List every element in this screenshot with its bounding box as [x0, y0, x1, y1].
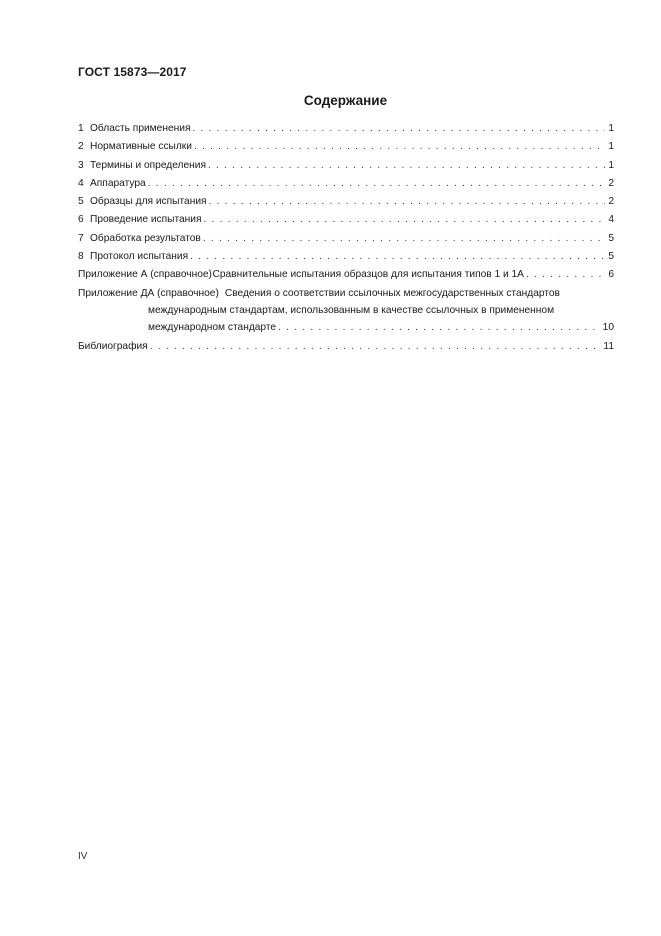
toc-entry-page: 5 [608, 251, 614, 263]
toc-entry-number: 5 [78, 196, 84, 208]
toc-entry-page: 5 [608, 232, 614, 244]
toc-entry-number: 8 [78, 251, 84, 263]
toc-entry-number: 2 [78, 141, 84, 153]
toc-entry-label: Образцы для испытания [90, 196, 207, 208]
appendix-prefix: Приложение ДА (справочное) [78, 287, 219, 299]
toc-entry-page: 1 [608, 141, 614, 153]
toc-entry-5[interactable] [78, 193, 614, 211]
toc-entry-8[interactable] [78, 248, 614, 266]
toc-entry-page: 4 [608, 214, 614, 226]
toc-entry-number: 1 [78, 123, 84, 134]
toc-appendix-da[interactable] [78, 285, 614, 336]
dot-leader [209, 193, 606, 211]
dot-leader [148, 175, 606, 193]
appendix-continuation-line [78, 319, 614, 336]
toc-appendix-a[interactable] [78, 266, 614, 284]
toc-entry-label: Аппаратура [90, 177, 146, 189]
dot-leader [204, 211, 606, 229]
toc-entry-page: 1 [608, 159, 614, 171]
dot-leader [192, 120, 605, 138]
table-of-contents [78, 120, 614, 356]
toc-entry-4[interactable] [78, 175, 614, 193]
toc-entry-7[interactable] [78, 230, 614, 248]
toc-entry-page: 11 [603, 340, 614, 352]
appendix-title: Сравнительные испытания образцов для испытания типов 1 и 1А [212, 269, 524, 281]
toc-entry-label: Нормативные ссылки [90, 141, 192, 153]
appendix-title-line-1: Сведения о соответствии ссылочных межгосударственных стандартов [224, 287, 560, 299]
toc-entry-label: Область применения [90, 123, 191, 134]
toc-entry-6[interactable] [78, 211, 614, 229]
toc-entry-3[interactable] [78, 157, 614, 175]
dot-leader [278, 319, 600, 336]
toc-entry-page: 2 [608, 177, 614, 189]
appendix-first-line [78, 285, 614, 302]
document-code: ГОСТ 15873—2017 [78, 65, 187, 79]
page-number: IV [78, 851, 88, 862]
toc-bibliography[interactable] [78, 338, 614, 356]
dot-leader [526, 266, 605, 284]
toc-entry-page: 10 [602, 321, 614, 333]
dot-leader [150, 338, 601, 356]
toc-entry-label: Термины и определения [90, 159, 206, 171]
dot-leader [190, 248, 605, 266]
toc-entry-1[interactable] [78, 120, 614, 138]
toc-entry-page: 2 [608, 196, 614, 208]
toc-title: Содержание [303, 93, 388, 108]
toc-entry-number: 3 [78, 159, 84, 171]
toc-entry-label: Проведение испытания [90, 214, 202, 226]
dot-leader [194, 138, 605, 156]
toc-entry-number: 4 [78, 177, 84, 189]
toc-entry-label: Обработка результатов [90, 232, 201, 244]
dot-leader [208, 157, 605, 175]
toc-entry-2[interactable] [78, 138, 614, 156]
appendix-prefix: Приложение А (справочное) [78, 269, 212, 281]
toc-entry-label: Протокол испытания [90, 251, 189, 263]
toc-entry-label: Библиография [78, 340, 148, 352]
toc-entry-number: 6 [78, 214, 84, 226]
appendix-title-line-2: международным стандартам, использованным в качестве ссылочных в примененном [148, 304, 555, 316]
appendix-continuation-line [78, 302, 614, 319]
toc-entry-page: 1 [608, 123, 614, 134]
dot-leader [203, 230, 606, 248]
toc-entry-page: 6 [608, 269, 614, 281]
toc-entry-number: 7 [78, 232, 84, 244]
appendix-title-line-3: международном стандарте [148, 321, 277, 333]
